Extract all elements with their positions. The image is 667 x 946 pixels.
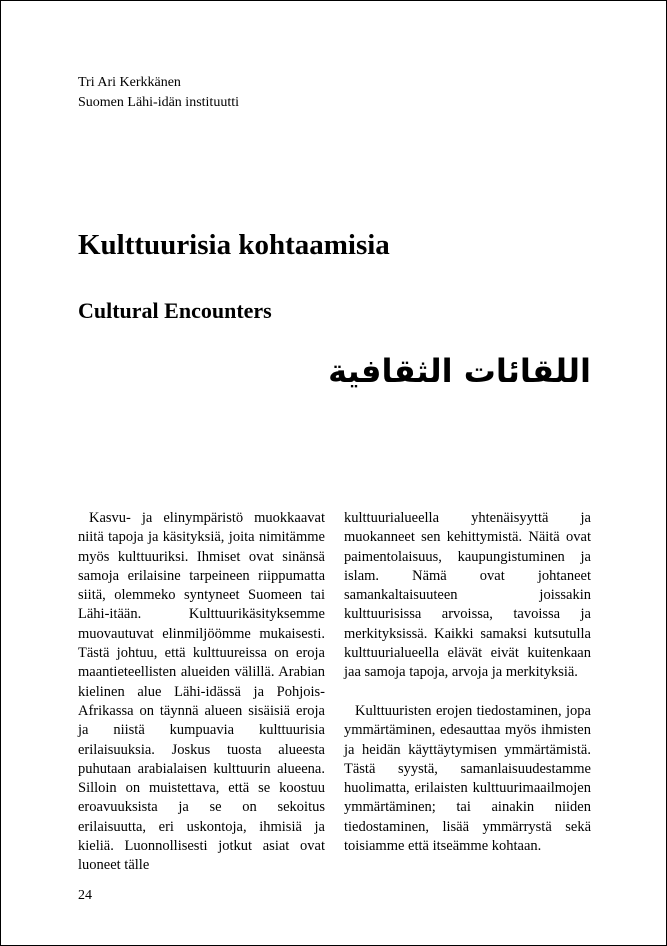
- author-affiliation: Suomen Lähi-idän instituutti: [78, 95, 239, 110]
- body-paragraph: Kulttuuristen erojen tiedostaminen, jopa ymmärtäminen, edesauttaa myös ihmisten ja heidän käyttäytymisen ymmärtämistä. Tästä syystä, samanlaisuudestamme huolimatta, erilaisten kulttuurimaailmojen ymmärtäminen; tai ainakin niiden tiedostaminen, lisää ymmärrystä sekä toisiamme että itseämme kohtaan.: [344, 702, 591, 855]
- title-arabic: اللقائات الثقافية: [328, 352, 591, 390]
- title-finnish: Kulttuurisia kohtaamisia: [78, 229, 390, 261]
- body-paragraph: Kasvu- ja elinympäristö muokkaavat niitä tapoja ja käsityksiä, joita nimitämme myös kulttuuriksi. Ihmiset ovat sinänsä samoja erilaisine tarpeineen riippumatta siitä, olemmeko syntyneet Suomeen tai Lähi-itään. Kulttuurikäsityksemme muovautuvat elinmiljöömme mukaisesti. Tästä johtuu, että kulttuureissa on eroja maantieteellisten alueiden välillä. Arabian kielinen alue Lähi-idässä ja Pohjois-Afrikassa on täynnä alueen sisäisiä eroja ja niistä kumpuavia kulttuurisia erilaisuuksia. Joskus tuosta alueesta puhutaan arabialaisen kulttuurin alueena. Silloin on muistettava, että se koostuu eroavuuksista ja se on sekoitus erilaisuutta, eri uskontoja, ihmisiä ja kieliä. Luonnollisesti jotkut asiat ovat luoneet tälle: [78, 510, 325, 874]
- body-column-right: [344, 509, 591, 856]
- author-block: [78, 73, 239, 113]
- title-english: Cultural Encounters: [78, 298, 272, 323]
- page-number: 24: [78, 888, 92, 903]
- author-name: Tri Ari Kerkkänen: [78, 75, 181, 90]
- body-column-left: [78, 509, 325, 876]
- body-paragraph: kulttuurialueella yhtenäisyyttä ja muokanneet sen kehittymistä. Näitä ovat paimentolaisuus, kaupungistuminen ja islam. Nämä ovat johtaneet samankaltaisuuteen joissakin kulttuurisissa arvoissa, tavoissa ja merkityksissä. Kaikki samaksi kutsutulla kulttuurialueella elävät eivät kuitenkaan jaa samoja tapoja, arvoja ja merkityksiä.: [344, 510, 591, 681]
